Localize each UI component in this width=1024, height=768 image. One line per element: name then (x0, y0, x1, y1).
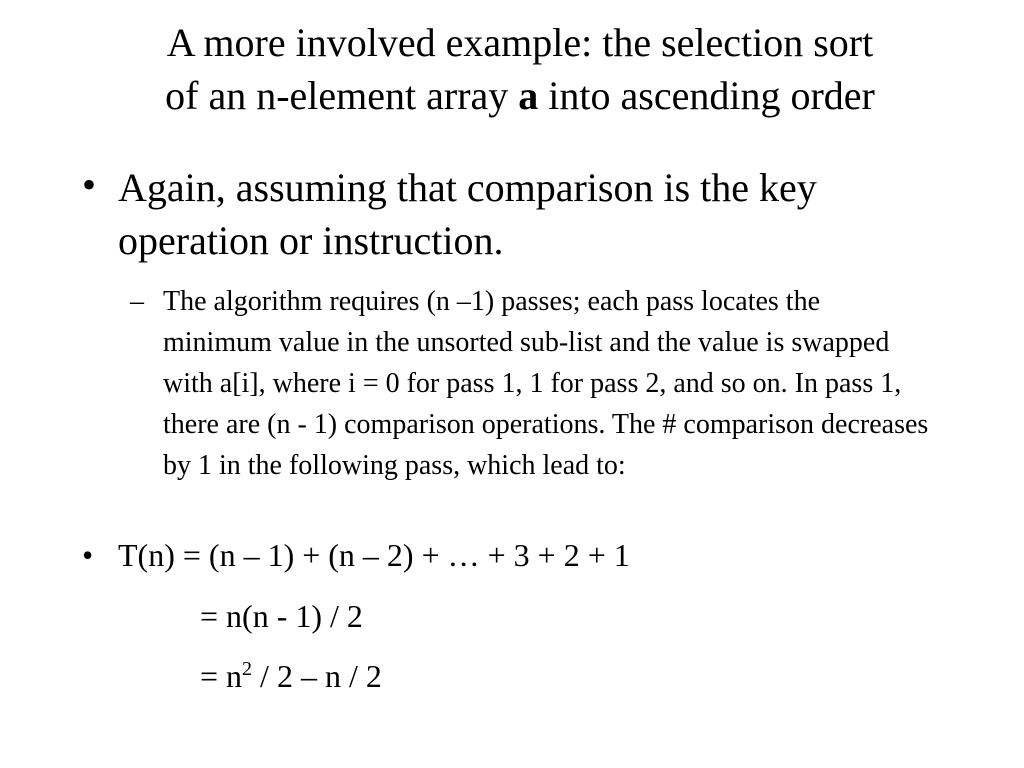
bullet-point-icon: • (82, 162, 97, 207)
bullet-formula (82, 534, 952, 576)
sub-bullet-text: The algorithm requires (n –1) passes; each pass locates the minimum value in the unsorted sub-list and the value is swapped with a[i], where i = 0 for pass 1, 1 for pass 2, and so on. In pass 1, there are (n - 1) comparison operations. The # comparison decreases by 1 in the following pass, which lead to: (163, 286, 929, 481)
slide-title (0, 16, 1024, 122)
formula-line-3-start: = n (200, 658, 243, 694)
formula-line-1: T(n) = (n – 1) + (n – 2) + … + 3 + 2 + 1 (118, 537, 630, 573)
title-line-2-end: into ascending order (538, 73, 875, 118)
formula-line-3 (200, 655, 382, 697)
formula-line-2: = n(n - 1) / 2 (200, 598, 363, 634)
bullet-point-icon: • (82, 537, 94, 573)
title-line-1: A more involved example: the selection sort (166, 20, 874, 65)
bullet-comparison-assumption (82, 161, 952, 267)
title-array-name: a (518, 73, 539, 118)
bullet-1-text: Again, assuming that comparison is the key operation or instruction. (118, 165, 817, 263)
formula-exponent: 2 (242, 658, 253, 680)
title-line-2 (0, 69, 1024, 122)
sub-bullet-algorithm-description (130, 281, 930, 486)
dash-icon: – (130, 286, 144, 317)
title-line-2-start: of an n-element array (165, 73, 519, 118)
formula-line-3-end: / 2 – n / 2 (252, 658, 382, 694)
